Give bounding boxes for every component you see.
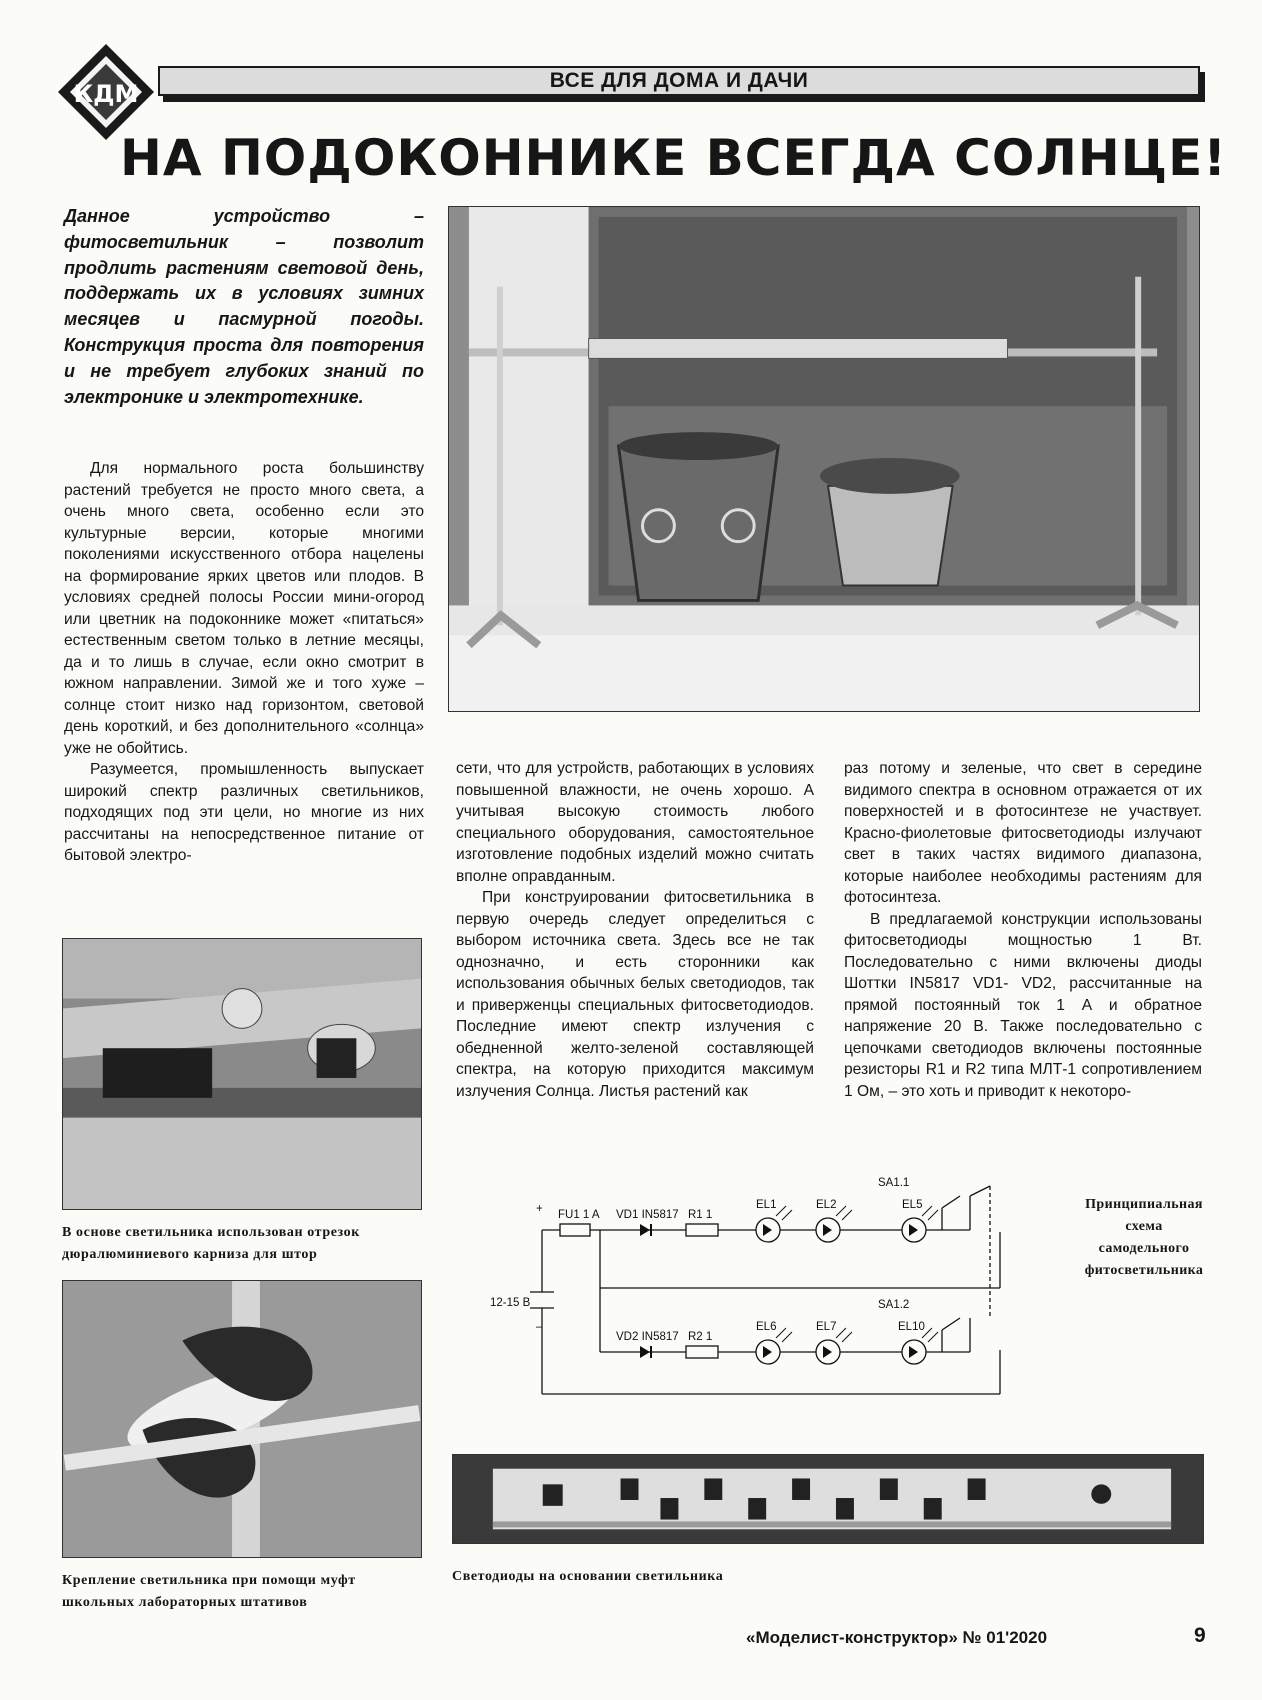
caption-led-strip: Светодиоды на основании светильника: [452, 1569, 724, 1584]
logo-letters: КДМ: [73, 80, 139, 108]
footer-magazine: «Моделист-конструктор» № 01'2020: [746, 1628, 1048, 1647]
label-fuse: FU1 1 A: [558, 1209, 600, 1221]
label-r2: R2 1: [688, 1331, 713, 1343]
label-vd1: VD1 IN5817: [616, 1209, 679, 1221]
circuit-schematic: [490, 1172, 1090, 1402]
photo-aluminium-profile: [62, 938, 422, 1210]
label-el1: EL1: [756, 1199, 777, 1211]
text-column-1: [64, 458, 424, 867]
label-plus: +: [536, 1203, 543, 1215]
paragraph: сети, что для устройств, работающих в условиях повышенной влажности, не очень хорошо. А учитывая высокую стоимость любого специального оборудования, самостоятельное изготовление подобных изделий можно считать вполне оправданным.: [456, 760, 814, 885]
photo-clamp: [62, 1280, 422, 1558]
paragraph: раз потому и зеленые, что свет в середине видимого спектра в основном отражается от их поверхностей и в фотосинтезе не участвует. Красно-фиолетовые фитосветодиоды излучают свет в таких частях видимого диапазона, которые наиболее необходимы растениям для фотосинтеза.: [844, 760, 1202, 906]
article-headline: НА ПОДОКОННИКЕ ВСЕГДА СОЛНЦЕ!: [120, 129, 1228, 187]
page-number: 9: [1194, 1624, 1206, 1647]
label-el6: EL6: [756, 1321, 777, 1333]
text-column-2: [456, 758, 814, 1102]
paragraph: Разумеется, промышленность выпускает широкий спектр различных светильников, подходящих под эти цели, но многие из них рассчитаны на непосредственное питание от бытовой электро-: [64, 761, 424, 864]
section-title: ВСЕ ДЛЯ ДОМА И ДАЧИ: [549, 69, 809, 92]
label-sa1-1: SA1.1: [878, 1177, 910, 1189]
label-vd2: VD2 IN5817: [616, 1331, 679, 1343]
magazine-logo: [56, 42, 156, 142]
caption-schematic: Принципиальная схема самодельного фитосветильника: [1084, 1197, 1204, 1278]
paragraph: Для нормального роста большинству растений требуется не просто много света, а очень много света, особенно если это культурные версии, которые многими поколениями искусственного отбора нацелены на формирование ярких цветов или плодов. В условиях средней полосы России мини-огород или цветник на подоконнике может «питаться» естественным светом только в летние месяцы, да и то лишь в случае, если окно смотрит в южном направлении. Зимой же и того хуже – солнце стоит низко над горизонтом, световой день короткий, и без дополнительного «солнца» уже не обойтись.: [64, 460, 424, 757]
caption-clamp: Крепление светильника при помощи муфт школьных лабораторных штативов: [62, 1573, 356, 1610]
photo-windowsill-lamp: [448, 206, 1200, 712]
text-column-3: [844, 758, 1202, 1102]
label-sa1-2: SA1.2: [878, 1299, 910, 1311]
label-el5: EL5: [902, 1199, 923, 1211]
label-minus: –: [536, 1321, 543, 1333]
photo-led-strip: [452, 1454, 1204, 1544]
paragraph: При конструировании фитосветильника в первую очередь следует определиться с выбором источника света. Здесь все не так однозначно, и есть сторонники как использования обычных белых светодиодов, так и приверженцы специальных фитосветодиодов. Последние имеют спектр излучения с обедненной желто-зеленой составляющей спектра, на которую приходится максимум излучения Солнца. Листья растений как: [456, 889, 814, 1100]
label-el2: EL2: [816, 1199, 837, 1211]
label-el10: EL10: [898, 1321, 925, 1333]
label-supply: 12-15 В: [490, 1297, 531, 1309]
label-r1: R1 1: [688, 1209, 713, 1221]
paragraph: В предлагаемой конструкции использованы фитосветодиоды мощностью 1 Вт. Последовательно с ними включены диоды Шоттки IN5817 VD1- VD2, рассчитанные на прямой постоянный ток 1 А и обратное напряжение 20 В. Также последовательно с цепочками светодиодов включены постоянные резисторы R1 и R2 типа МЛТ-1 сопротивлением 1 Ом, – это хоть и приводит к некоторо-: [844, 910, 1202, 1100]
label-el7: EL7: [816, 1321, 837, 1333]
caption-profile: В основе светильника использован отрезок дюралюминиевого карниза для штор: [62, 1225, 360, 1262]
article-lead: Данное устройство – фитосветильник – позволит продлить растениям световой день, поддержать их в условиях зимних месяцев и пасмурной погоды. Конструкция проста для повторения и не требует глубоких знаний по электронике и электротехнике.: [64, 206, 424, 407]
section-header: [158, 66, 1200, 96]
